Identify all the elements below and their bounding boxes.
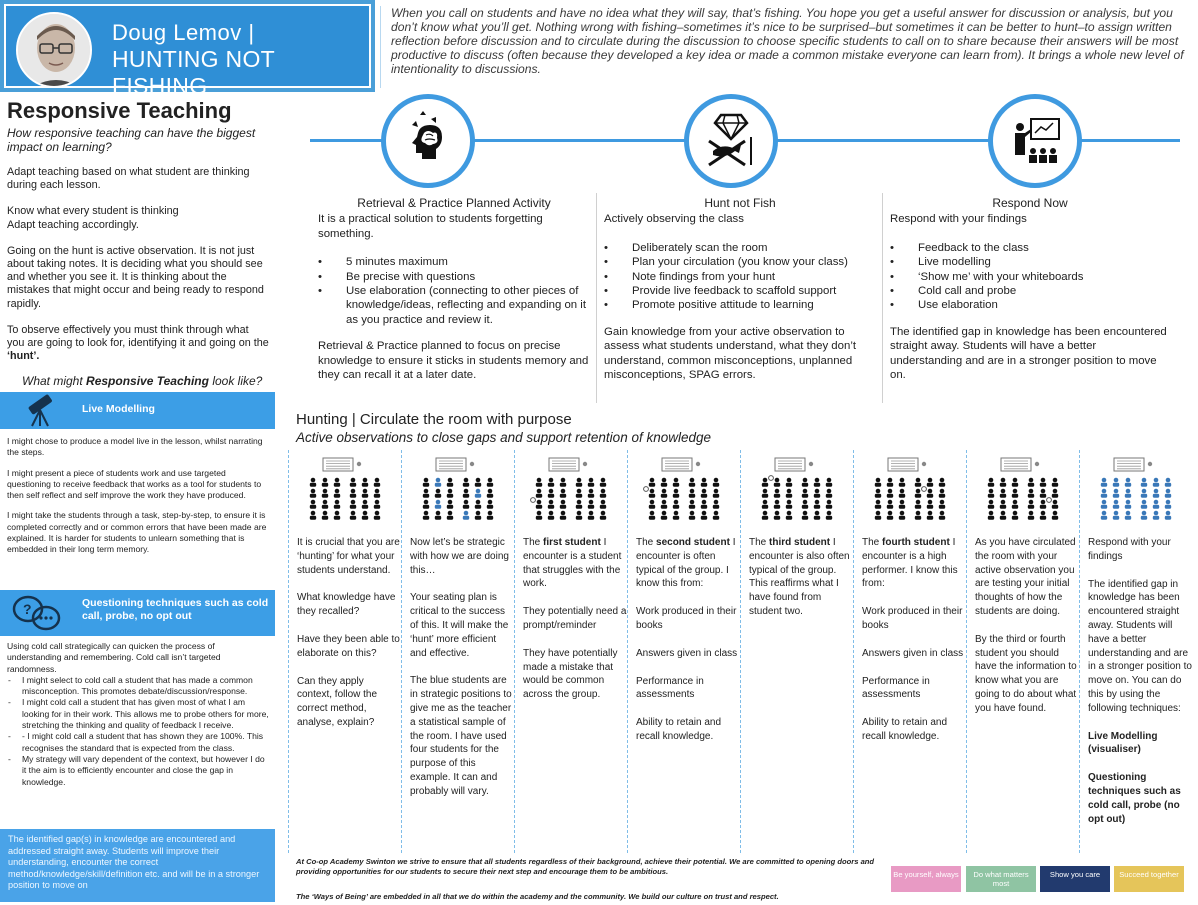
stage-retrieval <box>318 196 590 382</box>
header-quote: When you call on students and have no idea what they will say, that’s fishing. You hope you get a useful answer for discussion or analysis, but you don’t know what you’ll get. Nothing wrong with fishing–sometimes it’s nice to be surprised–but sometimes it can be better to hunt–to assign written reflection before discussion and to circulate during the discussion to choose specific students to call on to share because their answers will be most productive to discuss (often because they developed a key idea or made a common mistake everyone can learn from). It brings a whole new level of intentionality to discussions. <box>380 6 1192 88</box>
live-modelling-bar <box>0 392 275 429</box>
list-item: • Live modelling <box>890 255 1170 269</box>
hunt-step: Respond with your findings The identified gap in knowledge has been encountered straight away. Students will have a better understanding and are in a stronger position to move on. You can do this by using the following techniques: Live Modelling (visualiser) Questioning techniques such as cold call, probe (no opt out) <box>1079 450 1192 853</box>
intro-paragraph: Know what every student is thinking Adapt teaching accordingly. <box>7 205 179 231</box>
list-item: • Use elaboration (connecting to other pieces of knowledge/ideas, reflecting and expanding on it as you practice and review it. <box>318 284 590 327</box>
classroom-diagram <box>1092 456 1182 526</box>
live-modelling-text: I might chose to produce a model live in the lesson, whilst narrating the steps. I might present a piece of students work and use targeted questioning to receive feedback that works as a tool for students to then self reflect and self improve the work they have produced. I might take the students through a task, step-by-step, to ensure it is completed correctly and or common errors that have been made are explained. It is harder for students to unlearn something that is embedded in their long term memory. <box>7 436 267 555</box>
left-column <box>0 96 278 905</box>
stage-outro: Gain knowledge from your active observation to assess what students understand, what they don’t understand, common misconceptions, unplanned misconceptions, SPAG errors. <box>604 325 857 382</box>
list-item: • ‘Show me’ with your whiteboards <box>890 270 1170 284</box>
questioning-list <box>7 675 269 788</box>
stage-intro: Respond with your findings <box>890 213 1027 226</box>
gap-summary-box: The identified gap(s) in knowledge are encountered and addressed straight away. Students will improve their understanding, encounter the correct method/knowledge/skill/definition etc. and will be in a stronger position to move on <box>0 829 275 902</box>
value-badge: Succeed together <box>1114 866 1184 892</box>
hunt-step: The third student I encounter is also often typical of the group. This reaffirms what I have found from student two. <box>740 450 853 853</box>
intro-paragraph: To observe effectively you must think through what you are going to look for, identifying it and going on the ‘hunt’. <box>7 323 269 363</box>
hunting-columns <box>288 450 1194 855</box>
stage-heading: Hunt not Fish <box>704 196 776 210</box>
list-item: • Feedback to the class <box>890 241 1170 255</box>
footer-values-statement: The ‘Ways of Being’ are embedded in all that we do within the academy and the community. We build our culture on trust and respect. <box>296 892 779 901</box>
list-item: • Note findings from your hunt <box>604 270 876 284</box>
hunt-step: The second student I encounter is often typical of the group. I know this from: Work produced in their books Answers given in class Performance in assessments Ability to retain and recall knowledge. <box>627 450 740 853</box>
list-item: • Be precise with questions <box>318 270 590 284</box>
list-item: • Use elaboration <box>890 298 1170 312</box>
intro-paragraph: Going on the hunt is active observation. It is not just about taking notes. It is deciding what you should see and whether you see it. It is thinking about the mistakes that might occur and being ready to respond rapidly. <box>7 244 264 310</box>
list-item: • Promote positive attitude to learning <box>604 298 876 312</box>
stage-circle-retrieval <box>381 94 475 188</box>
stage-intro: It is a practical solution to students forgetting something. <box>318 213 543 240</box>
stage-circle-hunt <box>684 94 778 188</box>
questioning-bar <box>0 590 275 636</box>
hunt-step: Now let’s be strategic with how we are doing this… Your seating plan is critical to the success of this. It will make the ‘hunt’ more efficient and effective. The blue students are in strategic positions to give me as the teacher a statistical sample of the room. I have used four students for the purpose of this example. It can and probably will vary. <box>401 450 514 853</box>
chat-bubbles-icon <box>8 592 66 639</box>
stage-outro: The identified gap in knowledge has been encountered straight away. Students will have a better understanding and are in a stronger position to move on. <box>890 325 1167 382</box>
stage-list <box>318 255 590 327</box>
questioning-label: Questioning techniques such as cold call, probe, no opt out <box>82 597 269 622</box>
value-badge: Do what matters most <box>966 866 1036 892</box>
hunt-step: The fourth student I encounter is a high performer. I know this from: Work produced in their books Answers given in class Performance in assessments Ability to retain and recall knowledge. <box>853 450 966 853</box>
list-item: - - I might cold call a student that has shown they are 100%. This recognises the standard that is expected from the class. <box>7 731 269 754</box>
diamond-hunt-icon <box>701 111 761 171</box>
stage-circle-respond <box>988 94 1082 188</box>
brain-recycle-icon <box>398 111 458 171</box>
section-subtitle: How responsive teaching can have the biggest impact on learning? <box>7 126 256 154</box>
list-item: - My strategy will vary dependent of the context, but however I do it the aim is to efficiently encounter and close the gap in knowledge. <box>7 754 269 788</box>
list-item: • 5 minutes maximum <box>318 255 590 269</box>
footer-mission: At Co-op Academy Swinton we strive to ensure that all students regardless of their background, achieve their potential. We are committed to opening doors and providing opportunities for our students to secure their next step and encourage them to be ambitious. <box>296 857 875 876</box>
list-item: - I might cold call a student that has given most of what I am looking for in their work. This allows me to probe others for more, stretching the thinking and quality of feedback I receive. <box>7 697 269 731</box>
classroom-diagram <box>640 456 730 526</box>
value-badge: Be yourself, always <box>891 866 961 892</box>
classroom-diagram <box>866 456 956 526</box>
svg-text:?: ? <box>23 601 32 617</box>
intro-paragraph: Adapt teaching based on what student are thinking during each lesson. <box>7 166 250 192</box>
section-title: Responsive Teaching <box>7 98 232 123</box>
classroom-diagram <box>301 456 391 526</box>
live-modelling-label: Live Modelling <box>82 403 155 415</box>
hunting-title: Hunting | Circulate the room with purpose <box>296 411 572 428</box>
value-badge: Show you care <box>1040 866 1110 892</box>
classroom-diagram <box>414 456 504 526</box>
divider <box>596 193 597 403</box>
intro-text <box>7 166 269 376</box>
stage-list <box>604 241 876 313</box>
avatar <box>16 12 92 88</box>
stage-hunt <box>604 196 876 382</box>
list-item: - I might select to cold call a student that has made a common misconception. This promotes debate/discussion/response. <box>7 675 269 698</box>
hunt-step: As you have circulated the room with your active observation you are testing your initial thoughts of how the students are doing. By the third or fourth student you should have the information to know what you are going to do about what you have found. <box>966 450 1079 853</box>
page-title: HUNTING NOT FISHING <box>112 46 275 99</box>
stage-list <box>890 241 1170 313</box>
list-item: • Plan your circulation (you know your class) <box>604 255 876 269</box>
hunt-step: The first student I encounter is a student that struggles with the work. They potentially need a prompt/reminder They have potentially made a mistake that would be common across the group. <box>514 450 627 853</box>
classroom-diagram <box>527 456 617 526</box>
teacher-board-icon <box>1005 111 1065 171</box>
stage-heading: Respond Now <box>992 196 1068 210</box>
stage-respond <box>890 196 1170 382</box>
classroom-diagram <box>979 456 1069 526</box>
hunting-subtitle: Active observations to close gaps and support retention of knowledge <box>296 430 712 445</box>
stage-intro: Actively observing the class <box>604 213 744 226</box>
divider <box>882 193 883 403</box>
question-heading: What might Responsive Teaching look like? <box>22 374 263 388</box>
list-item: • Provide live feedback to scaffold support <box>604 284 876 298</box>
header <box>0 0 1198 99</box>
list-item: • Cold call and probe <box>890 284 1170 298</box>
list-item: • Deliberately scan the room <box>604 241 876 255</box>
stage-heading: Retrieval & Practice Planned Activity <box>357 196 551 210</box>
classroom-diagram <box>753 456 843 526</box>
questioning-text: Using cold call strategically can quicken the process of understanding and remembering. Cold call isn’t targeted randomness. - I might select to cold call a student that has made a common misconception. This promotes debate/discussion/response. - I might cold call a student that has given most of what I am looking for in their work. This allows me to probe others for more, stretching the thinking and quality of feedback I receive. - - I might cold call a student that has shown they are 100%. This recognises the standard that is expected from the class. - My strategy will vary dependent of the context, but however I do it the aim is to efficiently encounter and close the gap in knowledge. <box>7 641 269 788</box>
hunt-step: It is crucial that you are ‘hunting’ for what your students understand. What knowledge have they recalled? Have they been able to elaborate on this? Can they apply context, follow the correct method, analyse, explain? <box>288 450 401 853</box>
header-banner <box>0 0 375 99</box>
header-name: Doug Lemov | <box>112 20 255 45</box>
telescope-icon <box>8 394 66 433</box>
stage-outro: Retrieval & Practice planned to focus on precise knowledge to ensure it sticks in students memory and they can recall it at a later date. <box>318 340 589 382</box>
